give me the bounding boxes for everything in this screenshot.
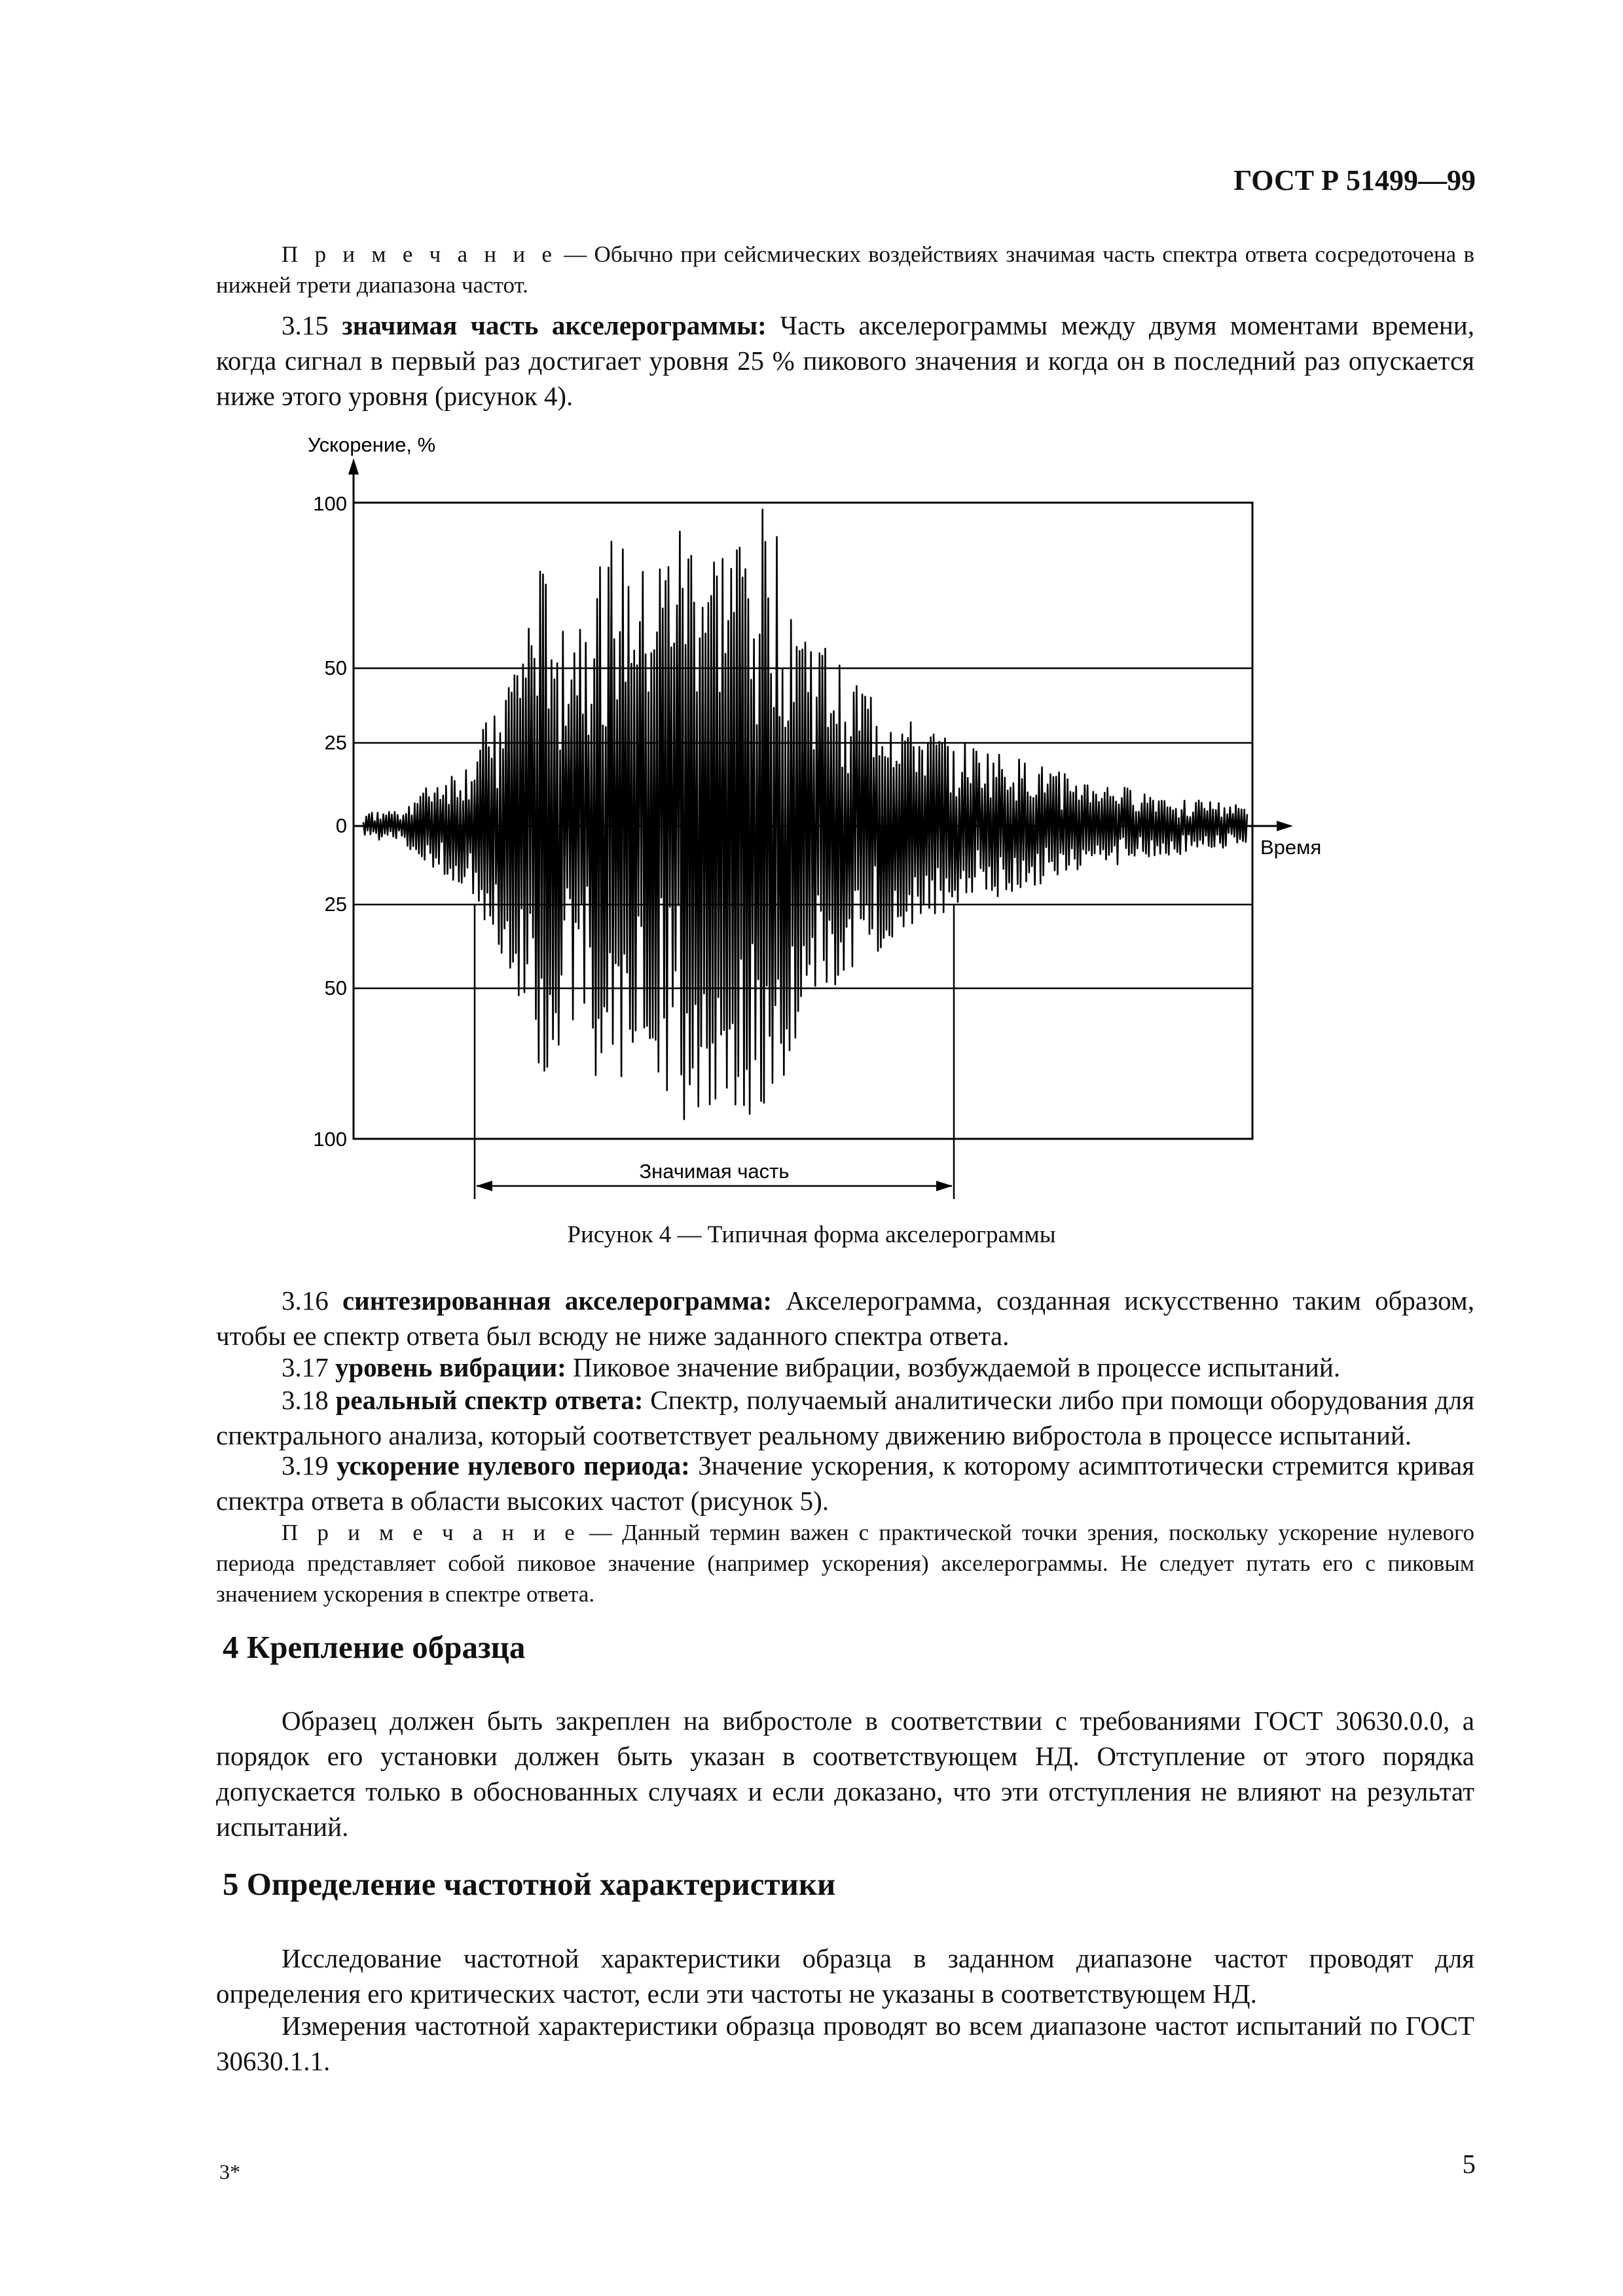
definition-text: Спектр, получаемый аналитически либо при помощи оборудования для спектрального анализа, который соответствует реальному движению вибростола в процессе испытаний. (216, 1385, 1475, 1450)
y-tick-label-25-bottom: 25 (324, 893, 347, 916)
definition-3-18 (216, 1382, 1474, 1453)
definition-3-16 (216, 1283, 1474, 1354)
definition-number: 3.18 (282, 1385, 336, 1415)
acceleration-signal-line (363, 509, 1247, 1119)
definition-term: ускорение нулевого периода: (337, 1450, 690, 1480)
y-tick-label-100-bottom: 100 (313, 1128, 347, 1151)
x-axis-label: Время (1260, 836, 1322, 859)
definition-text: Часть акселерограммы между двумя моментами времени, когда сигнал в первый раз достигает уровня 25 % пикового значения и когда он в последний раз опускается ниже этого уровня (рисунок 4). (216, 310, 1474, 411)
definition-term: значимая часть акселерограммы: (342, 310, 767, 340)
dimension-arrow-right-icon (936, 1181, 953, 1191)
note-label: П р и м е ч а н и е (282, 242, 556, 267)
section-4-paragraph: Образец должен быть закреплен на вибростоле в соответствии с требованиями ГОСТ 30630.0.0, а порядок его установки должен быть указан в соответствующем НД. Отступление от этого порядка допускается только в обоснованных случаях и если доказано, что эти отступления не влияют на результат испытаний. (216, 1706, 1474, 1842)
figure-caption: Рисунок 4 — Типичная форма акселерограммы (567, 1221, 1056, 1248)
definition-number: 3.16 (282, 1285, 342, 1316)
definition-text: Значение ускорения, к которому асимптотически стремится кривая спектра ответа в области высоких частот (рисунок 5). (216, 1450, 1475, 1516)
y-tick-label-0: 0 (335, 814, 347, 837)
note-text: — Данный термин важен с практической точки зрения, поскольку ускорение нулевого периода представляет собой пиковое значение (например ускорения) акселерограммы. Не следует путать его с пиковым значением ускорения в спектре ответа. (216, 1520, 1474, 1607)
definition-3-19 (216, 1448, 1474, 1518)
section-5-paragraph-1: Исследование частотной характеристики образца в заданном диапазоне частот проводят для определения его критических частот, если эти частоты не указаны в соответствующем НД. (216, 1943, 1474, 2009)
y-axis-label: Ускорение, % (308, 433, 436, 456)
y-tick-label-50-bottom: 50 (324, 977, 347, 999)
section-5-heading: 5 Определение частотной характеристики (223, 1866, 836, 1902)
y-axis-arrow-icon (348, 458, 359, 475)
y-tick-label-25-top: 25 (324, 731, 347, 754)
definition-number: 3.17 (282, 1352, 335, 1382)
definition-term: синтезированная акселерограмма: (342, 1285, 772, 1316)
note-label: П р и м е ч а н и е (282, 1520, 579, 1545)
definition-3-17 (216, 1350, 1474, 1385)
definition-text: Пиковое значение вибрации, возбуждаемой в процессе испытаний. (566, 1352, 1341, 1382)
page-number: 5 (1462, 2149, 1476, 2179)
y-tick-label-50-top: 50 (324, 656, 347, 679)
section-4-heading: 4 Крепление образца (223, 1629, 526, 1665)
definition-text: Акселерограмма, созданная искусственно таким образом, чтобы ее спектр ответа был всюду не ниже заданного спектра ответа. (216, 1285, 1475, 1351)
definition-term: уровень вибрации: (335, 1352, 566, 1382)
y-tick-label-100-top: 100 (313, 492, 347, 515)
note-zero-period (216, 1517, 1474, 1609)
dimension-arrow-left-icon (476, 1181, 492, 1191)
footer-sheet-mark: 3* (219, 2160, 240, 2183)
time-axis-arrow-icon (1277, 821, 1293, 831)
document-id-header: ГОСТ Р 51499—99 (1233, 164, 1476, 196)
definition-term: реальный спектр ответа: (335, 1385, 644, 1415)
note-text: — Обычно при сейсмических воздействиях значимая часть спектра ответа сосредоточена в нижней трети диапазона частот. (216, 242, 1474, 298)
definition-number: 3.19 (282, 1450, 337, 1480)
significant-part-label: Значимая часть (639, 1160, 790, 1183)
definition-number: 3.15 (282, 310, 342, 340)
section-5-paragraph-2: Измерения частотной характеристики образца проводят во всем диапазоне частот испытаний по ГОСТ 30630.1.1. (216, 2011, 1474, 2076)
